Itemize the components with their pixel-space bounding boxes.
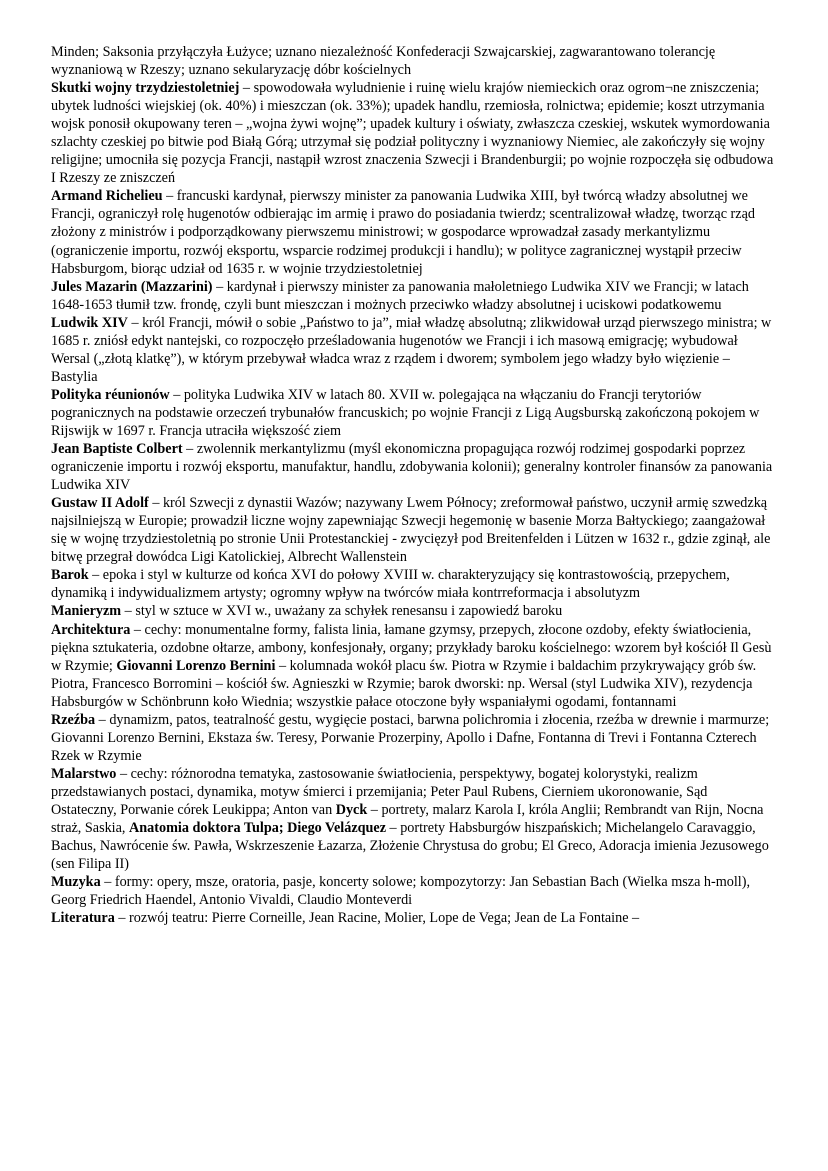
entry-term: Gustaw II Adolf [51, 495, 149, 512]
entry-term: Anatomia doktora Tulpa; Diego Velázquez [129, 820, 386, 837]
entry-term: Giovanni Lorenzo Bernini [116, 657, 276, 674]
entry-barok [51, 566, 776, 602]
entry-text: – dynamizm, patos, teatralność gestu, wygięcie postaci, barwna polichromia i złocenia, rzeźba w drewnie i marmurze; Giovanni Lorenzo Bernini, Ekstaza św. Teresy, Porwanie Prozerpiny, Apollo i Dafne, Fontanna di Trevi i Fontanna Czterech Rzek w Rzymie [51, 711, 770, 764]
entry-text: – król Francji, mówił o sobie „Państwo to ja”, miał władzę absolutną; zlikwidował urząd pierwszego ministra; w 1685 r. zniósł edykt nantejski, co rozpoczęło prześladowania hugenotów we Francji i ich masową emigrację; wybudował Wersal („złotą klatkę”), w którym przebywał władca wraz z rządem i dworem; symbolem jego władzy było więzienie – Bastylia [51, 314, 772, 385]
entry-term: Polityka réunionów [51, 386, 170, 403]
entry-term: Ludwik XIV [51, 314, 128, 331]
entry-text: – zwolennik merkantylizmu (myśl ekonomiczna propagująca rozwój rodzimej gospodarki poprzez ograniczenie importu i rozwój eksportu, manufaktur, handlu, zdobywania kolonii); generalny kontroler finansów za panowania Ludwika XIV [51, 441, 773, 494]
entry-term: Skutki wojny trzydziestoletniej [51, 80, 240, 97]
entry-reunionow [51, 386, 776, 440]
entry-text: – styl w sztuce w XVI w., uważany za schyłek renesansu i zapowiedź baroku [121, 603, 563, 620]
entry-term: Literatura [51, 910, 115, 927]
entry-text: – spowodowała wyludnienie i ruinę wielu krajów niemieckich oraz ogrom¬ne zniszczenia; ubytek ludności wiejskiej (ok. 40%) i mieszczan (ok. 33%); upadek handlu, rzemiosła, rolnictwa; epidemie; koszt utrzymania wojsk ponosił okupowany teren – „wojna żywi wojnę”; upadek kultury i oświaty, zwłaszcza czeskiej, wskutek wymordowania szlachty czeskiej po bitwie pod Białą Górą; utrzymał się podział polityczny i wyznaniowy Niemiec, ale zakończyły się wojny religijne; umocniła się pozycja Francji, nastąpił wzrost znaczenia Szwecji i Brandenburgii; po wojnie rozpoczęła się odbudowa I Rzeszy ze zniszczeń [51, 80, 774, 187]
entry-text: – francuski kardynał, pierwszy minister za panowania Ludwika XIII, był twórcą władzy absolutnej we Francji, ograniczył rolę hugenotów odbierając im armię i prawo do posiadania twierdz; scentralizował władzę, tworząc rząd złożony z ministrów i podporządkowany pierwszemu ministrowi; w gospodarce wprowadzał zasady merkantylizmu (ograniczenie importu, rozwój eksportu, wsparcie rodzimej produkcji i handlu); w polityce zagranicznej wystąpił przeciw Habsburgom, biorąc udział od 1635 r. w wojnie trzydziestoletniej [51, 188, 755, 277]
entry-gustaw-ii-adolf [51, 494, 776, 566]
entry-term: Muzyka [51, 874, 101, 891]
entry-architektura [51, 621, 776, 711]
entry-term: Jean Baptiste Colbert [51, 441, 183, 458]
entry-literatura [51, 909, 776, 927]
entry-skutki-wojny [51, 79, 776, 187]
entry-term: Rzeźba [51, 711, 96, 728]
entry-malarstwo [51, 765, 776, 873]
entry-text: – portrety Habsburgów hiszpańskich; Michelangelo Caravaggio, Bachus, Nawrócenie św. Pawła, Wskrzeszenie Łazarza, Złożenie Chrystusa do grobu; El Greco, Adoracja imienia Jezusowego (sen Filipa II) [51, 820, 769, 873]
entry-text: – król Szwecji z dynastii Wazów; nazywany Lwem Północy; zreformował państwo, uczynił armię szwedzką najsilniejszą w Europie; prowadził liczne wojny zapewniając Szwecji hegemonię w basenie Morza Bałtyckiego; zaangażował się w wojnę trzydziestoletnią po stronie Unii Protestanckiej - zwycięzył pod Breitenfelden i Lützen w 1632 r., gdzie zginął, ale bitwę przegrał dowódca Ligi Katolickiej, Albrecht Wallenstein [51, 495, 771, 566]
entry-colbert [51, 440, 776, 494]
entry-manieryzm [51, 602, 776, 620]
entry-term: Malarstwo [51, 765, 117, 782]
entry-text: – epoka i styl w kulturze od końca XVI do połowy XVIII w. charakteryzujący się kontrastowością, przepychem, dynamiką i indywidualizmem artysty; ogromny wpływ na twórców miała kontrreformacja i absolutyzm [51, 567, 730, 602]
entry-term: Architektura [51, 621, 131, 638]
entry-text: – cechy: monumentalne formy, falista linia, łamane gzymsy, przepych, złocone ozdoby, efekty światłocienia, piękna sztukateria, ozdobne ołtarze, ambony, konfesjonały, organy; przykłady baroku kościelnego: wzorem był kościół Il Gesù w Rzymie; [51, 621, 772, 674]
entry-richelieu [51, 187, 776, 277]
entry-term: Jules Mazarin (Mazzarini) [51, 278, 213, 295]
entry-text: – polityka Ludwika XIV w latach 80. XVII w. polegająca na włączaniu do Francji terytoriów pogranicznych na podstawie orzeczeń trybunałów francuskich; po wojnie Francji z Ligą Augsburską zakończoną pokojem w Rijswijk w 1697 r. Francja utraciła większość ziem [51, 386, 760, 439]
entry-term: Barok [51, 567, 89, 584]
entry-intro [51, 43, 776, 79]
entry-term: Armand Richelieu [51, 188, 163, 205]
entry-text: – formy: opery, msze, oratoria, pasje, koncerty solowe; kompozytorzy: Jan Sebastian Bach (Wielka msza h-moll), Georg Friedrich Haendel, Antonio Vivaldi, Claudio Monteverdi [51, 874, 751, 909]
entry-muzyka [51, 873, 776, 909]
entry-rzezba [51, 711, 776, 765]
entry-term: Dyck [335, 801, 368, 818]
entry-term: Manieryzm [51, 603, 122, 620]
entry-ludwik-xiv [51, 314, 776, 386]
document-page [51, 43, 776, 927]
entry-text: – kardynał i pierwszy minister za panowania małoletniego Ludwika XIV we Francji; w latach 1648-1653 tłumił tzw. frondę, czyli bunt mieszczan i możnych przeciwko władzy absolutnej i uciskowi podatkowemu [51, 278, 749, 313]
entry-text: – kolumnada wokół placu św. Piotra w Rzymie i baldachim przykrywający grób św. Piotra, Francesco Borromini – kościół św. Agnieszki w Rzymie; barok dworski: np. Wersal (styl Ludwika XIV), rezydencja Habsburgów w Schönbrunn koło Wiednia; wszystkie pałace otoczone były wspaniałymi ogodami, fontannami [51, 657, 757, 710]
entry-text: – portrety, malarz Karola I, króla Anglii; Rembrandt van Rijn, Nocna straż, Saskia, [51, 801, 764, 837]
entry-mazarin [51, 278, 776, 314]
entry-text: Minden; Saksonia przyłączyła Łużyce; uznano niezależność Konfederacji Szwajcarskiej, zagwarantowano tolerancję wyznaniową w Rzeszy; uznano sekularyzację dóbr kościelnych [51, 44, 716, 79]
entry-text: – cechy: różnorodna tematyka, zastosowanie światłocienia, perspektywy, bogatej kolorystyki, realizm przedstawianych postaci, dynamika, motyw śmierci i przemijania; Peter Paul Rubens, Cierniem ukoronowanie, Sąd Ostateczny, Porwanie córek Leukippa; Anton van [51, 765, 708, 818]
entry-text: – rozwój teatru: Pierre Corneille, Jean Racine, Molier, Lope de Vega; Jean de La Fontaine – [114, 910, 640, 927]
